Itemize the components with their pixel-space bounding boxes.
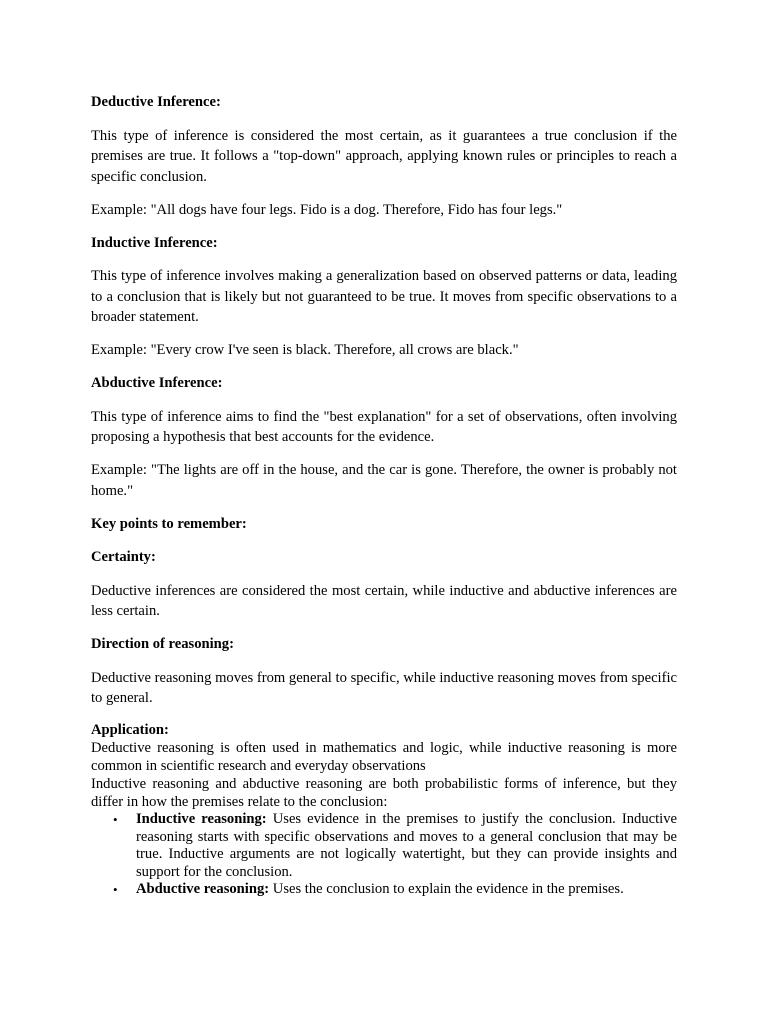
reasoning-list xyxy=(91,811,677,899)
key-points-heading: Key points to remember: xyxy=(91,515,247,532)
application-line-1: Deductive reasoning is often used in mathematics and logic, while inductive reasoning is more common in scientific research and everyday observations xyxy=(91,740,677,774)
inductive-heading: Inductive Inference: xyxy=(91,234,218,251)
list-item-term: Abductive reasoning: xyxy=(136,881,270,898)
direction-heading: Direction of reasoning: xyxy=(91,636,234,652)
abductive-example: Example: "The lights are off in the house, and the car is gone. Therefore, the owner is probably not home." xyxy=(91,462,677,499)
deductive-example: Example: "All dogs have four legs. Fido is a dog. Therefore, Fido has four legs." xyxy=(91,201,563,218)
abductive-heading: Abductive Inference: xyxy=(91,375,223,391)
deductive-heading: Deductive Inference: xyxy=(91,94,221,110)
list-item xyxy=(113,811,677,881)
list-item-text: Uses the conclusion to explain the evidence in the premises. xyxy=(269,881,624,898)
certainty-body: Deductive inferences are considered the most certain, while inductive and abductive inferences are less certain. xyxy=(91,582,677,619)
list-item-text: Uses evidence in the premises to justify the conclusion. Inductive reasoning starts with specific observations and moves to a general conclusion that may be true. Inductive arguments are not logically watertight, but they can provide insights and support for the conclusion. xyxy=(136,811,677,880)
certainty-heading: Certainty: xyxy=(91,549,156,565)
application-heading: Application: xyxy=(91,722,169,738)
inductive-example: Example: "Every crow I've seen is black. Therefore, all crows are black." xyxy=(91,342,519,358)
document-page xyxy=(91,92,677,899)
application-block xyxy=(91,721,677,899)
application-line-2: Inductive reasoning and abductive reasoning are both probabilistic forms of inference, but they differ in how the premises relate to the conclusion: xyxy=(91,776,677,810)
inductive-body: This type of inference involves making a generalization based on observed patterns or data, leading to a conclusion that is likely but not guaranteed to be true. It moves from specific observations to a broader statement. xyxy=(91,268,677,325)
abductive-body: This type of inference aims to find the "best explanation" for a set of observations, often involving proposing a hypothesis that best accounts for the evidence. xyxy=(91,408,677,445)
bullet-icon: • xyxy=(113,812,118,827)
list-item-term: Inductive reasoning: xyxy=(136,811,267,827)
deductive-body: This type of inference is considered the most certain, as it guarantees a true conclusion if the premises are true. It follows a "top-down" approach, applying known rules or principles to reach a specific conclusion. xyxy=(91,127,677,185)
bullet-icon: • xyxy=(113,882,118,898)
direction-body: Deductive reasoning moves from general to specific, while inductive reasoning moves from specific to general. xyxy=(91,669,677,706)
list-item xyxy=(113,881,677,899)
